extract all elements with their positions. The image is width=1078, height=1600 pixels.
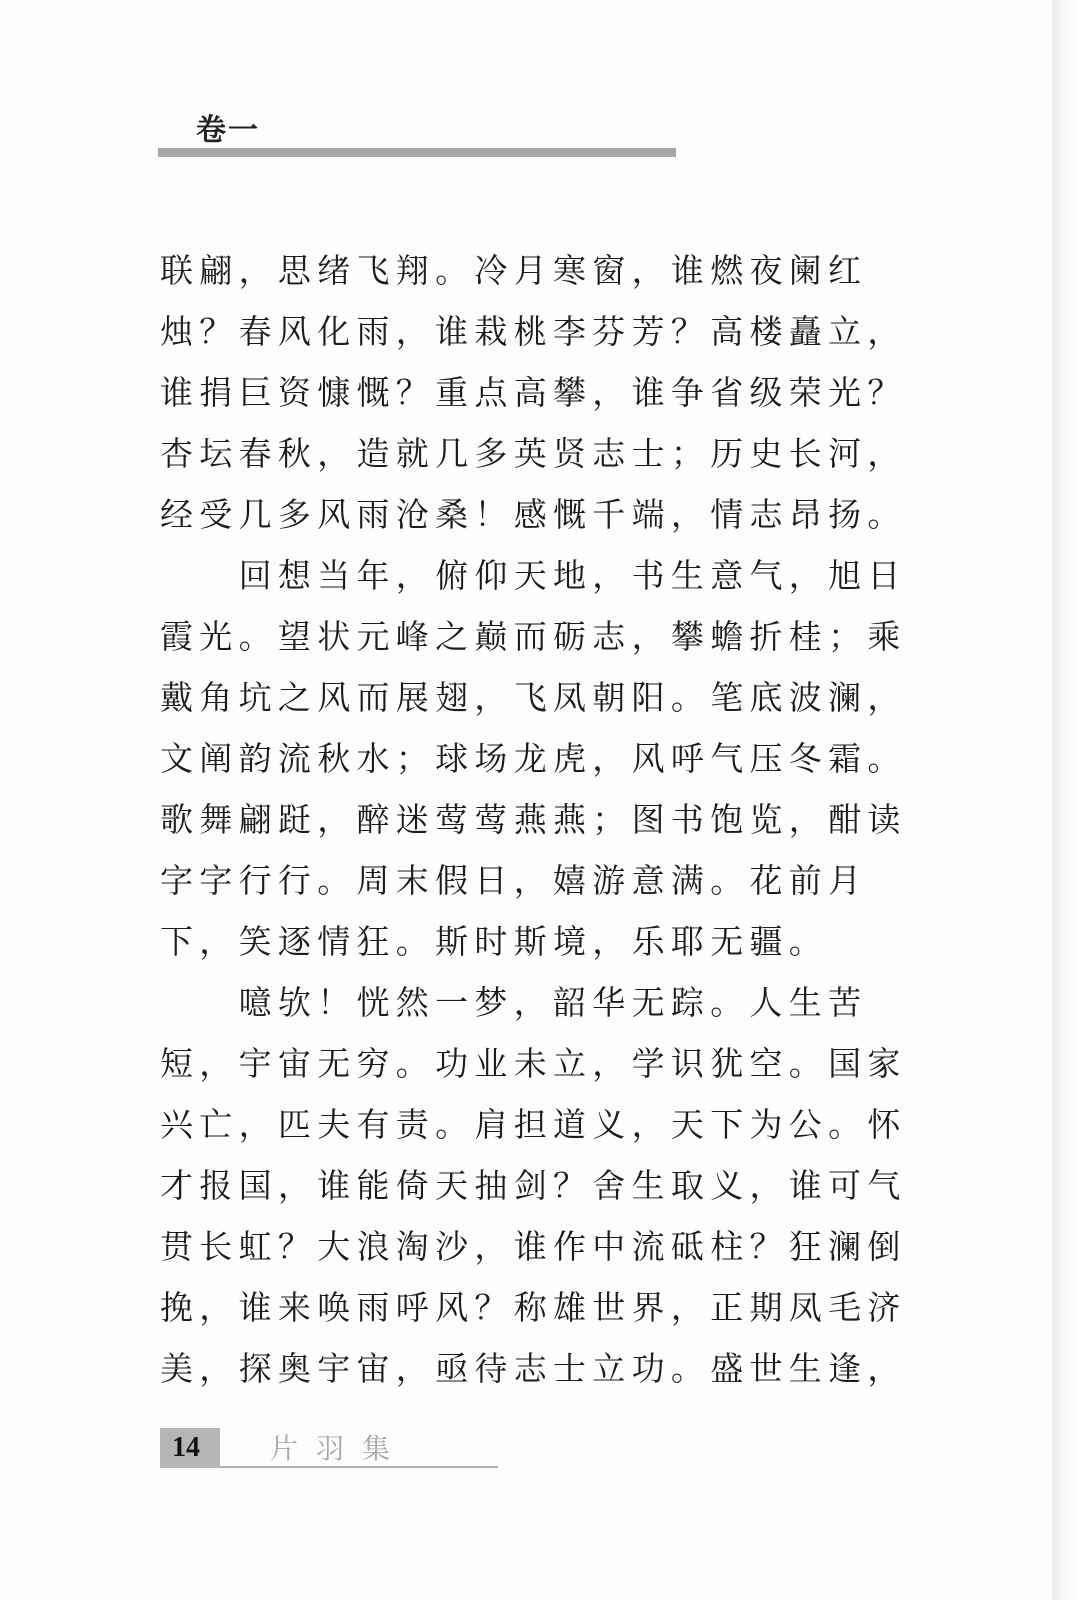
book-title: 片羽集 — [270, 1432, 409, 1465]
text-line: 字字行行。周末假日，嬉游意满。花前月 — [160, 861, 868, 900]
text-line: 歌舞翩跹，醉迷莺莺燕燕；图书饱览，酣读 — [160, 800, 907, 839]
text-line: 才报国，谁能倚天抽剑？舍生取义，谁可气 — [160, 1166, 907, 1205]
text-line: 联翩，思绪飞翔。冷月寒窗，谁燃夜阑红 — [160, 251, 868, 290]
text-line: 贯长虹？大浪淘沙，谁作中流砥柱？狂澜倒 — [160, 1227, 907, 1266]
text-line: 挽，谁来唤雨呼风？称雄世界，正期凤毛济 — [160, 1288, 907, 1327]
text-line: 霞光。望状元峰之巅而砺志，攀蟾折桂；乘 — [160, 617, 907, 656]
text-line: 兴亡，匹夫有责。肩担道义，天下为公。怀 — [160, 1105, 907, 1144]
text-line: 短，宇宙无穷。功业未立，学识犹空。国家 — [160, 1044, 907, 1083]
text-line: 谁捐巨资慷慨？重点高攀，谁争省级荣光？ — [160, 373, 907, 412]
text-line: 戴角坑之风而展翅，飞凤朝阳。笔底波澜， — [160, 678, 907, 717]
page-number: 14 — [172, 1432, 200, 1463]
text-line: 下，笑逐情狂。斯时斯境，乐耶无疆。 — [160, 922, 829, 961]
text-line: 回想当年，俯仰天地，书生意气，旭日 — [160, 556, 907, 595]
page-edge — [1052, 0, 1078, 1600]
body-text — [160, 240, 920, 1399]
text-line: 经受几多风雨沧桑！感慨千端，情志昂扬。 — [160, 495, 907, 534]
text-line: 烛？春风化雨，谁栽桃李芬芳？高楼矗立， — [160, 312, 907, 351]
text-line: 杏坛春秋，造就几多英贤志士；历史长河， — [160, 434, 907, 473]
text-line: 美，探奥宇宙，亟待志士立功。盛世生逢， — [160, 1349, 907, 1388]
text-line: 噫欤！恍然一梦，韶华无踪。人生苦 — [160, 983, 868, 1022]
chapter-title: 卷一 — [196, 113, 260, 148]
text-line: 文阐韵流秋水；球场龙虎，风呼气压冬霜。 — [160, 739, 907, 778]
footer-rule — [220, 1466, 498, 1468]
header-rule — [158, 148, 676, 157]
